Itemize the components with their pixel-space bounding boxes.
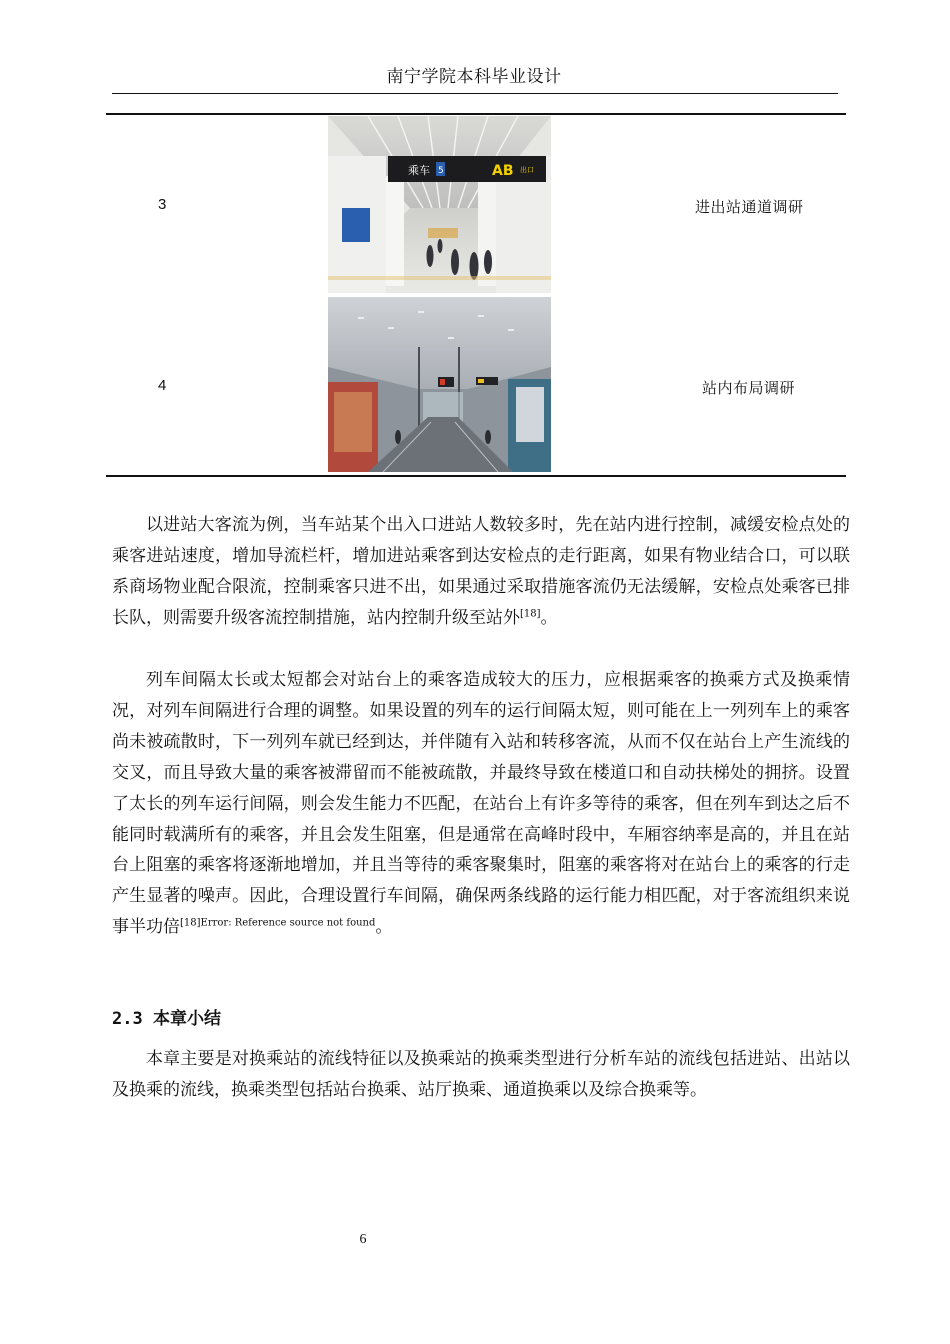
paragraph [112, 510, 850, 634]
table-bottom-rule [106, 475, 846, 477]
table-row-label: 站内布局调研 [702, 380, 796, 397]
station-corridor-photo [328, 116, 551, 293]
line-badge: 5 [438, 166, 444, 176]
table-top-rule [106, 113, 846, 115]
station-interior-photo [328, 297, 551, 472]
section-heading [112, 1004, 221, 1029]
paragraph [112, 665, 850, 943]
table-row-number: 3 [158, 196, 167, 213]
paragraph-text: 列车间隔太长或太短都会对站台上的乘客造成较大的压力，应根据乘客的换乘方式及换乘情况，对列车间隔进行合理的调整。如果设置的列车的运行间隔太短，则可能在上一列列车上的乘客尚未被疏散时，下一列列车就已经到达，并伴随有入站和转移客流，从而不仅在站台上产生流线的交叉，而且导致大量的乘客被滞留而不能被疏散，并最终导致在楼道口和自动扶梯处的拥挤。设置了太长的列车运行间隔，则会发生能力不匹配，在站台上有许多等待的乘客，但在列车到达之后不能同时载满所有的乘客，并且会发生阻塞，但是通常在高峰时段中，车厢容纳率是高的，并且在站台上阻塞的乘客将逐渐地增加，并且当等待的乘客聚集时，阻塞的乘客将对在站台上的乘客的行走产生显著的噪声。因此，合理设置行车间隔，确保两条线路的运行能力相匹配，对于客流组织来说事半功倍 [112, 670, 850, 938]
exit-sign-text: AB [492, 163, 514, 179]
reference-marker: [18] [520, 608, 541, 620]
page-header-title: 南宁学院本科毕业设计 [386, 67, 562, 87]
paragraph-tail: 。 [540, 607, 558, 628]
section-title: 本章小结 [152, 1009, 221, 1029]
paragraph-tail: 。 [375, 917, 393, 938]
summary-paragraph: 本章主要是对换乘站的流线特征以及换乘站的换乘类型进行分析车站的流线包括进站、出站以及换乘的流线，换乘类型包括站台换乘、站厅换乘、通道换乘以及综合换乘等。 [112, 1049, 850, 1100]
header-rule [112, 93, 838, 94]
table-row-number: 4 [158, 377, 167, 394]
exit-sign-small: 出口 [520, 166, 534, 174]
reference-marker: [18]Error: Reference source not found [180, 917, 376, 929]
page-number: 6 [359, 1232, 367, 1247]
paragraph-text: 以进站大客流为例，当车站某个出入口进站人数较多时，先在站内进行控制，减缓安检点处的乘客进站速度，增加导流栏杆，增加进站乘客到达安检点的走行距离，如果有物业结合口，可以联系商场物业配合限流，控制乘客只进不出，如果通过采取措施客流仍无法缓解，安检点处乘客已排长队，则需要升级客流控制措施，站内控制升级至站外 [112, 515, 850, 628]
board-text: 乘车 [408, 164, 430, 177]
table-row-label: 进出站通道调研 [695, 199, 804, 216]
section-number: 2.3 [112, 1009, 143, 1029]
